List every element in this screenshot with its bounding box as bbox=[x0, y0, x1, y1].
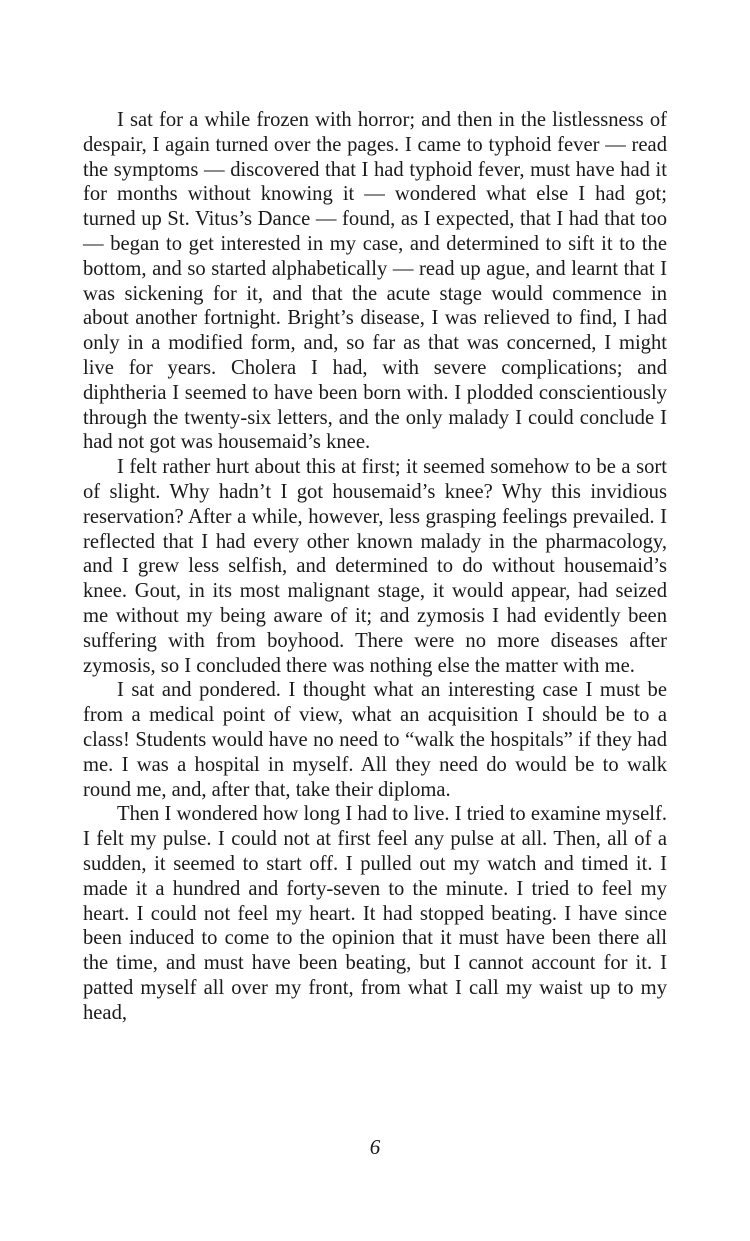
paragraph-3: I sat and pondered. I thought what an interesting case I must be from a medical point of view, what an acquisition I should be to a class! Students would have no need to “walk the hospitals” if they had me. I was a hospital in myself. All they need do would be to walk round me, and, after that, take their diploma. bbox=[83, 679, 667, 801]
paragraph-4: Then I wondered how long I had to live. I tried to examine myself. I felt my pulse. I could not at first feel any pulse at all. Then, all of a sudden, it seemed to start off. I pulled out my watch and timed it. I made it a hundred and forty-seven to the minute. I tried to feel my heart. I could not feel my heart. It had stopped beating. I have since been induced to come to the opinion that it must have been there all the time, and must have been beating, but I cannot account for it. I patted myself all over my front, from what I call my waist up to my head, bbox=[83, 803, 667, 1024]
paragraph-2: I felt rather hurt about this at first; it seemed somehow to be a sort of slight. Why hadn’t I got housemaid’s knee? Why this invidious reservation? After a while, however, less grasping feelings prevailed. I reflected that I had every other known malady in the pharmacology, and I grew less selfish, and determined to do without housemaid’s knee. Gout, in its most malignant stage, it would appear, had seized me without my being aware of it; and zymosis I had evidently been suffering with from boyhood. There were no more diseases after zymosis, so I concluded there was nothing else the matter with me. bbox=[83, 456, 667, 677]
page-number: 6 bbox=[369, 1135, 381, 1159]
page-body bbox=[83, 108, 667, 1025]
paragraph-1: I sat for a while frozen with horror; and then in the listlessness of despair, I again turned over the pages. I came to typhoid fever — read the symptoms — discovered that I had typhoid fever, must have had it for months without knowing it — wondered what else I had got; turned up St. Vitus’s Dance — found, as I expected, that I had that too — began to get interested in my case, and determined to sift it to the bottom, and so started alphabetically — read up ague, and learnt that I was sickening for it, and that the acute stage would commence in about another fortnight. Bright’s disease, I was relieved to find, I had only in a modified form, and, so far as that was concerned, I might live for years. Cholera I had, with severe complications; and diphtheria I seemed to have been born with. I plodded conscientiously through the twenty-six letters, and the only malady I could conclude I had not got was housemaid’s knee. bbox=[83, 109, 667, 454]
